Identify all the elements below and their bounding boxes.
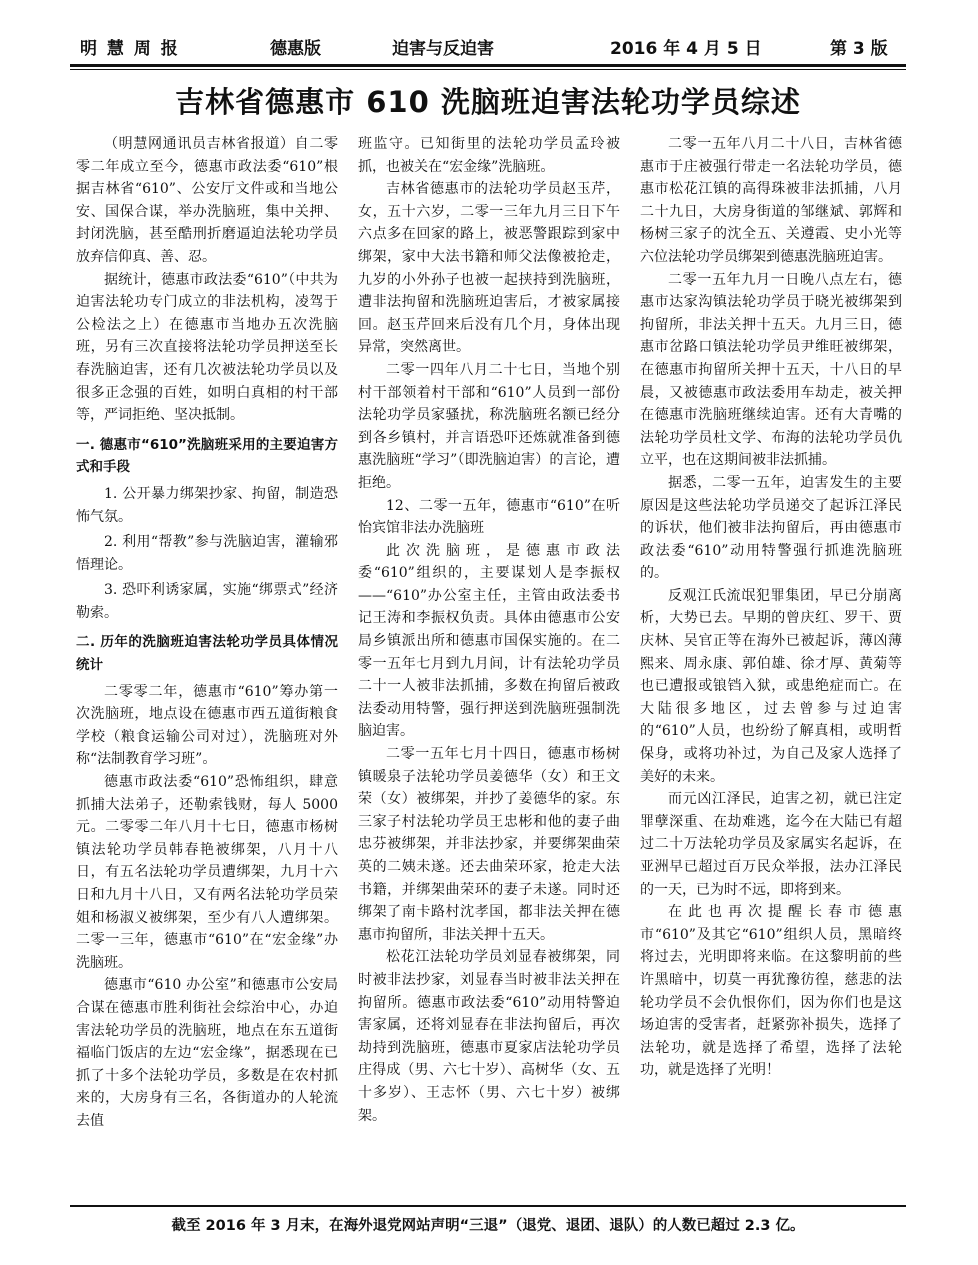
masthead-rule	[70, 64, 906, 67]
paragraph: 在此也再次提醒长春市德惠市“610”及其它“610”组织人员，黑暗终将过去，光明即将来临。在这黎明前的些许黑暗中，切莫一再犹豫彷徨，慈悲的法轮功学员不会仇恨你们，因为你们也是这场迫害的受害者，赶紧弥补损失，选择了法轮功，就是选择了希望，选择了法轮功，就是选择了光明！	[640, 904, 902, 1079]
footer-rule	[70, 1205, 906, 1207]
article-column-3	[640, 133, 902, 1082]
footer-notice: 截至 2016 年 3 月末，在海外退党网站声明“三退”（退党、退团、退队）的人数已超过 2.3 亿。	[171, 1218, 805, 1234]
paragraph: 二零一五年七月十四日，德惠市杨树镇暖泉子法轮功学员姜德华（女）和王文荣（女）被绑架，并抄了姜德华的家。东三家子村法轮功学员王忠彬和他的妻子曲忠芬被绑架，并非法抄家，并要绑架曲荣英的二姨未遂。还去曲荣环家，抢走大法书籍，并绑架曲荣环的妻子未遂。同时还绑架了南卡路村沈孝国，都非法关押在德惠市拘留所，非法关押十五天。	[358, 746, 620, 943]
headline: 吉林省德惠市 610 洗脑班迫害法轮功学员综述	[175, 85, 801, 119]
paragraph: 12、二零一五年，德惠市“610”在听怡宾馆非法办洗脑班	[358, 497, 620, 537]
issue-date: 2016 年 4 月 5 日	[610, 39, 762, 59]
paper-name: 明 慧 周 报	[80, 39, 180, 59]
list-item: 3. 恐吓利诱家属，实施“绑票式”经济勒索。	[76, 582, 338, 621]
paragraph: 据悉，二零一五年，迫害发生的主要原因是这些法轮功学员递交了起诉江泽民的诉状，他们被非法拘留后，再由德惠市政法委“610”动用特警强行抓進洗脑班的。	[640, 474, 902, 582]
paragraph: 据统计，德惠市政法委“610”（中共为迫害法轮功专门成立的非法机构，凌驾于公检法之上）在德惠市当地办五次洗脑班，另有三次直接将法轮功学员押送至长春洗脑迫害，还有几次被法轮功学员以及很多正念强的百姓，如明白真相的村干部等，严词拒绝、坚决抵制。	[76, 271, 338, 424]
paragraph: 二零零二年，德惠市“610”筹办第一次洗脑班，地点设在德惠市西五道街粮食学校（粮食运输公司对过），洗脑班对外称“法制教育学习班”。	[76, 683, 338, 768]
masthead-rule-thin	[70, 69, 906, 70]
paragraph: （明慧网通讯员吉林省报道）自二零零二年成立至今，德惠市政法委“610”根据吉林省“610”、公安厅文件或和当地公安、国保合谋，举办洗脑班，集中关押、封闭洗脑，甚至酷刑折磨逼迫法轮功学员放弃信仰真、善、忍。	[76, 136, 338, 265]
paragraph: 松花江法轮功学员刘显春被绑架，同时被非法抄家，刘显春当时被非法关押在拘留所。德惠市政法委“610”动用特警迫害家属，还将刘显春在非法拘留后，再次劫持到洗脑班，德惠市夏家店法轮功学员庄得成（男、六七十岁）、高树华（女、五十多岁）、王志怀（男、六七十岁）被绑架。	[358, 949, 620, 1124]
paragraph: 二零一五年八月二十八日，吉林省德惠市于庄被强行带走一名法轮功学员，德惠市松花江镇的高得珠被非法抓捕，八月二十九日，大房身街道的邹继斌、郭辉和杨树三家子的沈全五、关遵霞、史小光等六位法轮功学员绑架到德惠洗脑班迫害。	[640, 136, 902, 265]
section-heading: 一. 德惠市“610”洗脑班采用的主要迫害方式和手段	[76, 436, 338, 476]
paragraph: 反观江氏流氓犯罪集团，早已分崩离析，大势已去。早期的曾庆红、罗干、贾庆林、吴官正等在海外已被起诉，薄凶薄熙来、周永康、郭伯雄、徐才厚、黄菊等也已遭报或锒铛入狱，或患绝症而亡。在大陆很多地区，过去曾参与过迫害的“610”人员，也纷纷了解真相，或明哲保身，或将功补过，为自己及家人选择了美好的未来。	[640, 587, 902, 785]
list-item: 1. 公开暴力绑架抄家、拘留，制造恐怖气氛。	[76, 485, 338, 525]
masthead	[70, 30, 910, 64]
article-column-2	[358, 133, 620, 1127]
paragraph: 而元凶江泽民，迫害之初，就已注定罪孽深重、在劫难逃，迄今在大陆已有超过二十万法轮功学员及家属实名起诉，在亚洲早已超过百万民众举报，法办江泽民的一天，已为时不远，即将到来。	[640, 791, 902, 898]
paragraph: 吉林省德惠市的法轮功学员赵玉芹，女，五十六岁，二零一三年九月三日下午六点多在回家的路上，被恶警跟踪到家中绑架，家中大法书籍和师父法像被抢走，九岁的小外孙子也被一起挟持到洗脑班，遭非法拘留和洗脑班迫害后，才被家属接回。赵玉芹回来后没有几个月，身体出现异常，突然离世。	[358, 181, 620, 356]
list-item: 2. 利用“帮教”参与洗脑迫害，灌输邪悟理论。	[76, 534, 338, 573]
section-heading: 二. 历年的洗脑班迫害法轮功学员具体情况统计	[76, 634, 338, 674]
page-number: 第 3 版	[830, 39, 888, 59]
article-column-1	[76, 133, 338, 1133]
paragraph: 德惠市政法委“610”恐怖组织，肆意抓捕大法弟子，还勒索钱财，每人 5000 元。二零零二年八月十七日，德惠市杨树镇法轮功学员韩春艳被绑架，八月十八日，有五名法轮功学员遭绑架，九月十六日和九月十八日，又有两名法轮功学员荣姐和杨淑义被绑架，至少有八人遭绑架。二零一三年，德惠市“610”在“宏金缘”办洗脑班。	[76, 774, 338, 971]
paragraph: 班监守。已知街里的法轮功学员孟玲被抓，也被关在“宏金缘”洗脑班。	[358, 136, 620, 175]
paragraph: 二零一五年九月一日晚八点左右，德惠市达家沟镇法轮功学员于晓光被绑架到拘留所，非法关押十五天。九月三日，德惠市岔路口镇法轮功学员尹维旺被绑架，在德惠市拘留所关押十五天，十八日的早晨，又被德惠市政法委用车劫走，被关押在德惠市洗脑班继续迫害。还有大青嘴的法轮功学员杜文学、布海的法轮功学员仇立平，也在这期间被非法抓捕。	[640, 271, 902, 469]
edition-label: 德惠版	[270, 39, 321, 59]
paragraph: 此次洗脑班，是德惠市政法委“610”组织的，主要谋划人是李振权——“610”办公室主任，主管由政法委书记王涛和李振权负责。具体由德惠市公安局乡镇派出所和德惠市国保实施的。在二零一五年七月到九月间，计有法轮功学员二十一人被非法抓捕，多数在拘留后被政法委动用特警，强行押送到洗脑班强制洗脑迫害。	[358, 542, 620, 740]
section-label: 迫害与反迫害	[392, 39, 494, 59]
paragraph: 德惠市“610 办公室”和德惠市公安局合谋在德惠市胜利街社会综治中心，办迫害法轮功学员的洗脑班，地点在东五道街福临门饭店的左边“宏金缘”，据悉现在已抓了十多个法轮功学员，多数是在农村抓来的，大房身有三名，各街道办的人轮流去值	[76, 977, 338, 1129]
paragraph: 二零一四年八月二十七日，当地个别村干部领着村干部和“610”人员到一部份法轮功学员家骚扰，称洗脑班名额已经分到各乡镇村，并言语恐吓还炼就准备到德惠洗脑班“学习”（即洗脑迫害）的言论，遭拒绝。	[358, 361, 620, 491]
